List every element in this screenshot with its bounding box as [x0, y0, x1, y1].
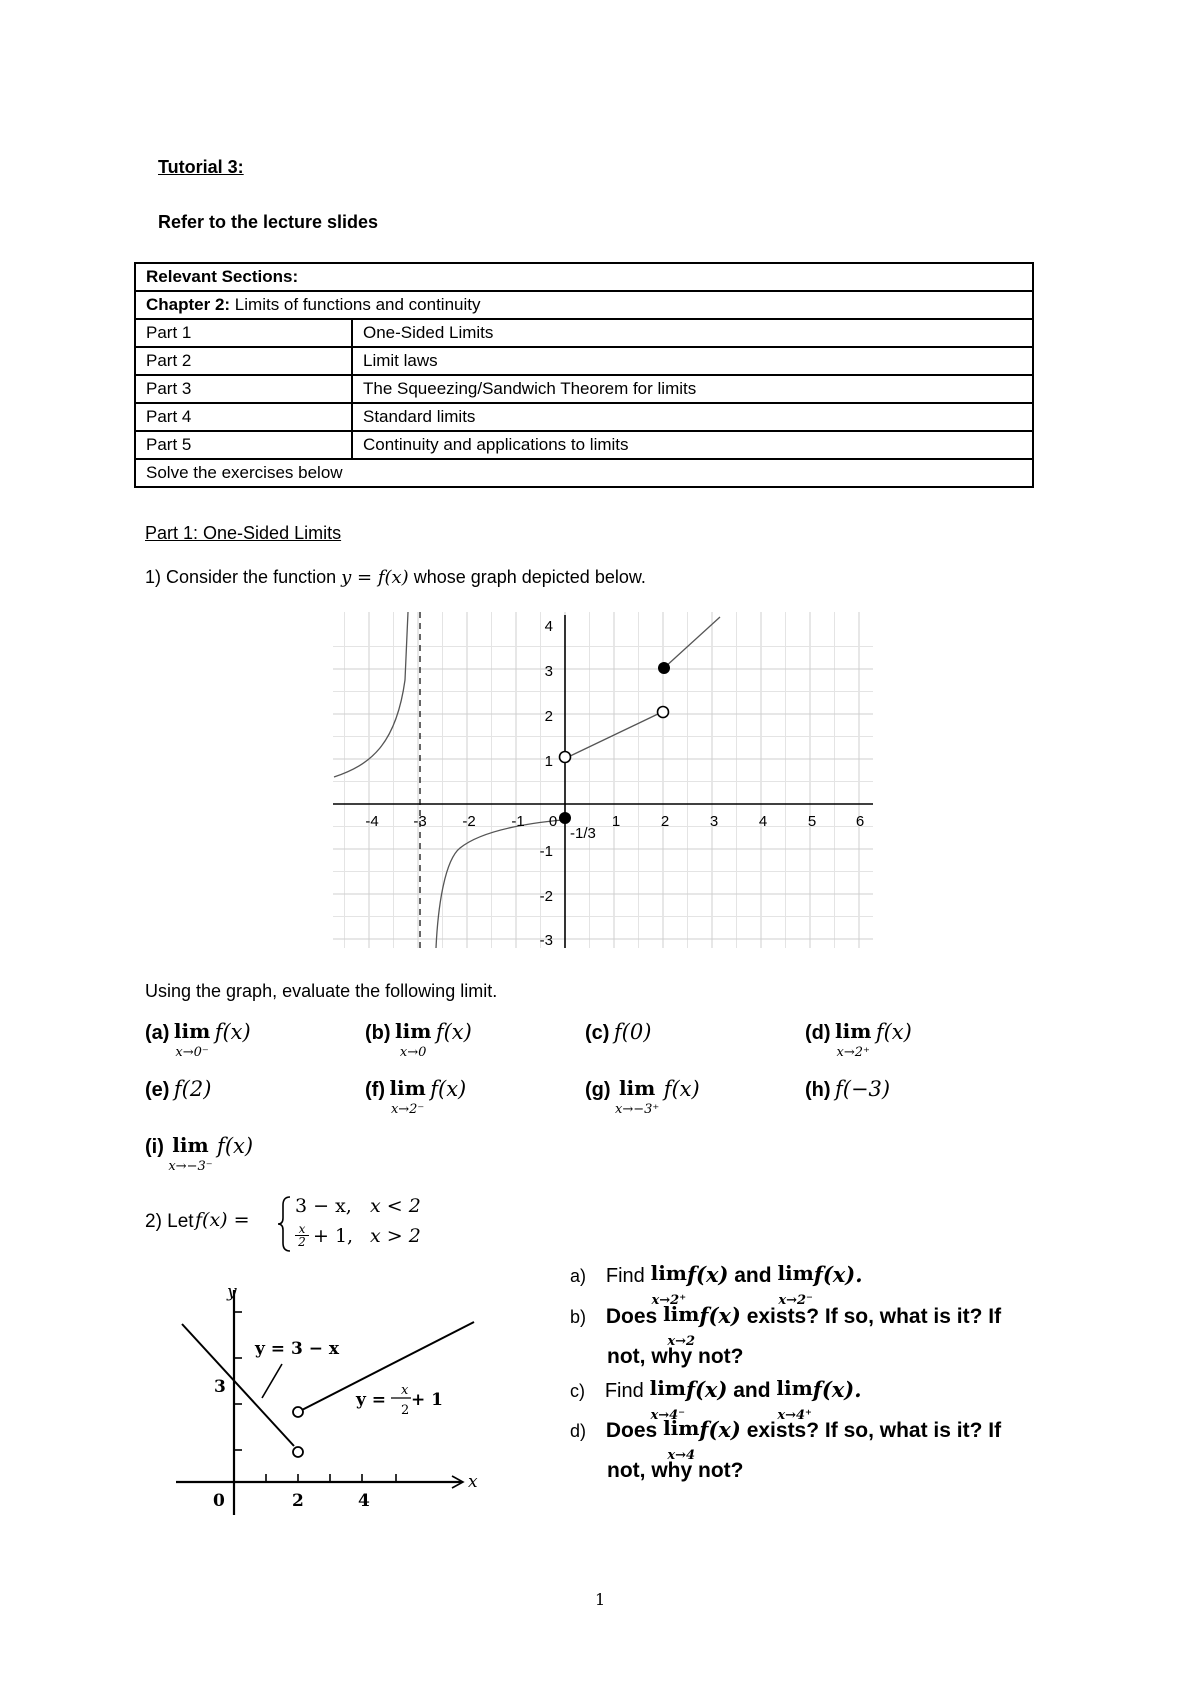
- item-expr: f(−3): [835, 1077, 891, 1101]
- limit-item-d: [805, 1020, 912, 1061]
- q2-part-b: [570, 1303, 1001, 1351]
- ytick: 2: [544, 708, 553, 725]
- lim-word: lim: [777, 1261, 814, 1285]
- instruction-text: Using the graph, evaluate the following limit.: [145, 981, 498, 1001]
- lim-sub: x→−3⁺: [615, 1102, 660, 1117]
- lim-sub: x→4⁻: [650, 1408, 686, 1423]
- case1-expr: 3 − x,: [295, 1195, 352, 1217]
- tick-label-3: 3: [214, 1377, 226, 1397]
- fx: f(x): [685, 1377, 728, 1402]
- lim-word: lim: [649, 1376, 686, 1400]
- item-expr: f(x): [435, 1020, 472, 1044]
- sections-table: [134, 262, 1034, 488]
- part-cell: Part 1: [135, 319, 352, 347]
- open-point-lower: [293, 1447, 303, 1457]
- part-label: a): [570, 1266, 587, 1286]
- q2-part-d-line2: not, why not?: [607, 1459, 744, 1482]
- tick-label-0: 0: [213, 1491, 225, 1511]
- limit-item-c: [585, 1020, 651, 1045]
- item-label: (c): [585, 1022, 610, 1044]
- lim-word: lim: [663, 1416, 700, 1440]
- item-expr: f(x): [217, 1134, 254, 1158]
- part-cell: Part 4: [135, 403, 352, 431]
- ytick: -1: [539, 843, 553, 860]
- open-point-2-2: [658, 707, 669, 718]
- lim-sub: x→0: [399, 1045, 427, 1060]
- closed-point-0: [559, 812, 571, 824]
- lim-word: lim: [663, 1302, 700, 1326]
- chapter-row: [135, 291, 1033, 319]
- topic-cell: Standard limits: [352, 403, 1033, 431]
- open-point-0-1: [560, 752, 571, 763]
- part-post: exists? If so, what is it? If: [740, 1419, 1002, 1442]
- q2-lhs: f(x) =: [195, 1209, 250, 1231]
- lim-word: lim: [618, 1076, 656, 1100]
- topic-cell: Continuity and applications to limits: [352, 431, 1033, 459]
- open-point-upper: [293, 1407, 303, 1417]
- topic-cell: The Squeezing/Sandwich Theorem for limits: [352, 375, 1033, 403]
- q1-math: y = f(x): [341, 567, 409, 588]
- y-axis-label: y: [227, 1282, 237, 1302]
- topic-cell: One-Sided Limits: [352, 319, 1033, 347]
- part1-heading: Part 1: One-Sided Limits: [145, 523, 342, 543]
- item-label: (f): [365, 1079, 385, 1101]
- ytick: 4: [544, 618, 553, 635]
- question-1: [145, 566, 646, 589]
- item-expr: f(x): [214, 1020, 251, 1044]
- item-label: (g): [585, 1079, 611, 1101]
- chapter-title: Limits of functions and continuity: [230, 295, 481, 314]
- item-expr: f(0): [613, 1020, 652, 1044]
- fx: f(x): [813, 1262, 856, 1287]
- ytick: -2: [539, 888, 553, 905]
- fx: f(x): [699, 1303, 741, 1328]
- item-label: (e): [145, 1079, 170, 1101]
- item-label: (i): [145, 1136, 164, 1158]
- table-row: [135, 375, 1033, 403]
- closed-point-2-3: [658, 662, 670, 674]
- xtick: 0: [548, 813, 558, 830]
- lim-sub: x→2⁺: [651, 1293, 687, 1308]
- lim-sub: x→2⁻: [778, 1293, 813, 1308]
- part-post: .: [854, 1377, 862, 1402]
- sections-footer: Solve the exercises below: [135, 459, 1033, 487]
- chapter-label: Chapter 2:: [146, 295, 231, 314]
- part-pre: Find: [604, 1380, 644, 1402]
- limit-item-a: [145, 1020, 251, 1061]
- lim-sub: x→−3⁻: [168, 1159, 213, 1174]
- xtick: -4: [365, 813, 379, 830]
- page-subtitle: Refer to the lecture slides: [158, 212, 379, 232]
- case2-cond: x > 2: [370, 1225, 421, 1247]
- part-label: d): [570, 1421, 587, 1441]
- fx: f(x): [812, 1377, 855, 1402]
- lim-sub: x→2⁻: [390, 1102, 425, 1117]
- part-pre: Find: [605, 1265, 645, 1287]
- part-pre: Does: [605, 1305, 658, 1328]
- left-branch-curve: [334, 612, 408, 777]
- item-label: (b): [365, 1022, 391, 1044]
- limit-item-b: [365, 1020, 472, 1061]
- graph1-grid: [333, 612, 873, 948]
- xtick: 4: [758, 813, 768, 830]
- lim-sub: x→4⁺: [777, 1408, 812, 1423]
- xtick: 5: [807, 813, 817, 830]
- lim-word: lim: [173, 1019, 211, 1043]
- xtick: 3: [709, 813, 719, 830]
- q2-part-d: [570, 1417, 1001, 1465]
- xtick: -1: [511, 813, 525, 830]
- item-label: (h): [805, 1079, 831, 1101]
- graph-2: [170, 1280, 490, 1520]
- lim-sub: x→2⁺: [836, 1045, 870, 1060]
- brace-icon: [277, 1195, 293, 1253]
- xtick: 2: [660, 813, 670, 830]
- part-cell: Part 3: [135, 375, 352, 403]
- sections-heading: Relevant Sections:: [135, 263, 1033, 291]
- lim-word: lim: [650, 1261, 687, 1285]
- limit-item-f: [365, 1077, 466, 1118]
- fx: f(x): [699, 1417, 741, 1442]
- page-title: Tutorial 3:: [158, 157, 244, 177]
- lim-word: lim: [776, 1376, 813, 1400]
- segment-0-to-2: [566, 713, 660, 758]
- item-expr: f(2): [173, 1077, 212, 1101]
- limit-item-i: [145, 1134, 253, 1175]
- table-row: [135, 431, 1033, 459]
- item-expr: f(x): [875, 1020, 912, 1044]
- limit-item-e: [145, 1077, 211, 1102]
- item-expr: f(x): [430, 1077, 467, 1101]
- ytick: -3: [539, 932, 553, 949]
- frac-den: 2: [298, 1235, 306, 1249]
- part-mid: and: [733, 1379, 771, 1402]
- line1-label: y = 3 − x: [255, 1339, 340, 1359]
- point-annotation: -1/3: [570, 825, 596, 842]
- ytick: 3: [544, 663, 553, 680]
- limit-item-g: [585, 1077, 700, 1118]
- line2-label-suffix: + 1: [411, 1390, 443, 1410]
- x-axis-label: x: [468, 1472, 478, 1492]
- part-mid: and: [734, 1264, 772, 1287]
- case2-frac: [295, 1223, 309, 1248]
- graph-1: [333, 612, 873, 952]
- middle-branch-curve: [436, 820, 562, 948]
- lim-word: lim: [835, 1019, 872, 1043]
- fx: f(x): [686, 1262, 729, 1287]
- lim-sub: x→2: [667, 1334, 696, 1349]
- line2-label-prefix: y =: [356, 1390, 387, 1410]
- page-number: 1: [595, 1590, 606, 1609]
- part-pre: Does: [605, 1419, 658, 1442]
- table-row: [135, 319, 1033, 347]
- part-label: b): [570, 1307, 587, 1327]
- part-post: exists? If so, what is it? If: [740, 1305, 1002, 1328]
- lim-word: lim: [395, 1019, 432, 1043]
- part-post: .: [855, 1262, 863, 1287]
- item-label: (a): [145, 1022, 170, 1044]
- tick-label-2: 2: [292, 1491, 304, 1511]
- limit-item-h: [805, 1077, 890, 1102]
- table-row: [135, 403, 1033, 431]
- part-cell: Part 5: [135, 431, 352, 459]
- case2-expr: + 1,: [313, 1225, 354, 1247]
- q2-prefix: 2) Let: [145, 1211, 194, 1232]
- part-label: c): [570, 1381, 585, 1401]
- topic-cell: Limit laws: [352, 347, 1033, 375]
- q2-part-b-line2: not, why not?: [607, 1345, 744, 1368]
- table-row: [135, 347, 1033, 375]
- xtick: -2: [462, 813, 476, 830]
- ytick: 1: [544, 753, 553, 770]
- lim-sub: x→0⁻: [175, 1045, 209, 1060]
- label-pointer: [262, 1364, 282, 1398]
- lim-word: lim: [389, 1076, 426, 1100]
- item-expr: f(x): [663, 1077, 700, 1101]
- xtick: -3: [413, 813, 427, 830]
- xtick: 6: [855, 813, 865, 830]
- case1-cond: x < 2: [370, 1195, 421, 1217]
- lim-sub: x→4: [667, 1448, 696, 1463]
- line2-label-den: 2: [401, 1403, 410, 1418]
- tick-label-4: 4: [358, 1491, 370, 1511]
- line2-label-num: x: [401, 1383, 409, 1398]
- xtick: 1: [611, 813, 621, 830]
- q1-prefix: 1) Consider the function: [145, 567, 342, 587]
- q1-suffix: whose graph depicted below.: [408, 567, 646, 587]
- lim-word: lim: [172, 1133, 209, 1157]
- frac-num: x: [295, 1223, 309, 1236]
- part-cell: Part 2: [135, 347, 352, 375]
- item-label: (d): [805, 1022, 831, 1044]
